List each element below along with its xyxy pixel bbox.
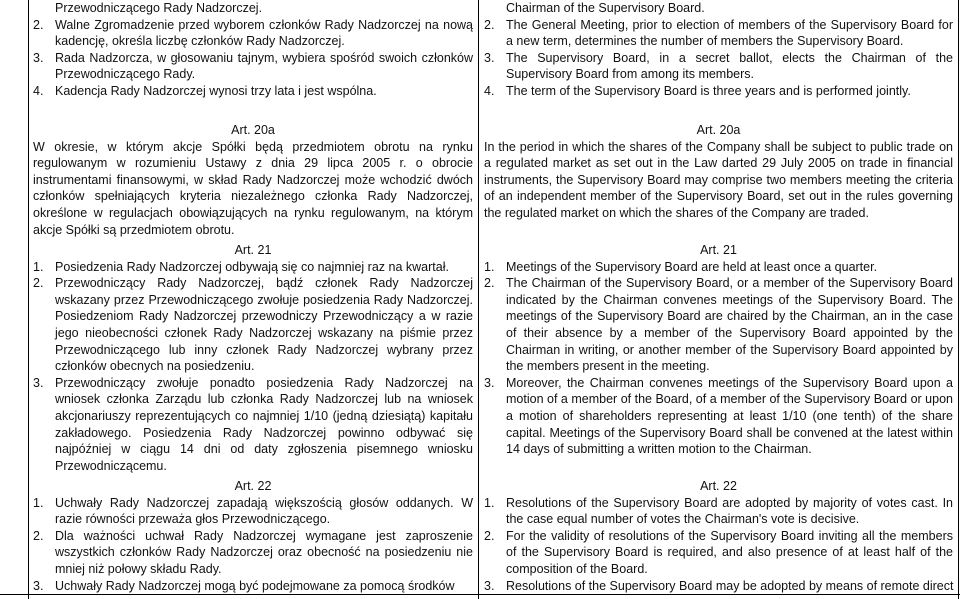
article-title: Art. 21 bbox=[234, 243, 272, 257]
list-item: 1. Meetings of the Supervisory Board are held at least once a quarter. bbox=[484, 259, 878, 274]
left-art20a bbox=[29, 122, 476, 238]
article-title: Art. 21 bbox=[700, 243, 737, 257]
list-item: 3. Rada Nadzorcza, w głosowaniu tajnym, wybiera spośród swoich członków Przewodniczącego Rady. bbox=[33, 50, 473, 82]
article-title: Art. 20a bbox=[696, 123, 741, 137]
right-art21 bbox=[480, 242, 956, 458]
left-art22 bbox=[29, 478, 476, 594]
left-column-top bbox=[29, 0, 476, 100]
list-item: 2. Przewodniczący Rady Nadzorczej, bądź członek Rady Nadzorczej wskazany przez Przewodniczącego zwołuje posiedzenia Rady Nadzorczej. Posiedzeniom Rady Nadzorczej przewodniczy Przewodniczący a w razie jego nieobecności członek Rady Nadzorczej wskazany na piśmie przez Przewodniczącego lub inny członek Rady Nadzorczej wybrany przez członków obecnych na posiedzeniu. bbox=[33, 276, 473, 374]
right-cont-tail: Chairman of the Supervisory Board. bbox=[506, 1, 705, 15]
right-art20a bbox=[480, 122, 956, 222]
right-art22 bbox=[480, 478, 956, 594]
list-item: 1. Uchwały Rady Nadzorczej zapadają większością głosów oddanych. W razie równości przeważa głos Przewodniczącego. bbox=[33, 495, 473, 527]
list-item: 2. For the validity of resolutions of the Supervisory Board inviting all the members of the Supervisory Board is required, and also presence of at least half of the composition of the Board. bbox=[484, 528, 953, 576]
article-title: Art. 22 bbox=[234, 479, 272, 493]
left-cont-tail: Przewodniczącego Rady Nadzorczej. bbox=[55, 1, 263, 15]
list-item: 1. Resolutions of the Supervisory Board are adopted by majority of votes cast. In the case equal number of votes the Chairman's vote is decisive. bbox=[484, 495, 953, 527]
list-item: 3. Moreover, the Chairman convenes meetings of the Supervisory Board upon a motion of a member of the Board, of a member of the Supervisory Board or upon a motion of shareholders representing at least 1/10 (one tenth) of the share capital. Meetings of the Supervisory Board shall be convened at the latest within 14 days of submitting a written motion to the Chairman. bbox=[484, 375, 953, 457]
article-text: In the period in which the shares of the Company shall be subject to public trade on a regulated market as set out in the Law darted 29 July 2005 on trade in financial instruments, the Supervisory Board may comprise two members meeting the criteria of an independent member of the Supervisory Board, set out in the rules governing the regulated market on which the shares of the Company are traded. bbox=[484, 139, 953, 220]
list-item: 3. Uchwały Rady Nadzorczej mogą być podejmowane za pomocą środków bbox=[33, 578, 455, 593]
list-item: 3. The Supervisory Board, in a secret ballot, elects the Chairman of the Supervisory Board from among its members. bbox=[484, 50, 953, 82]
right-column-top bbox=[480, 0, 956, 100]
left-art21 bbox=[29, 242, 476, 474]
list-item: 1. Posiedzenia Rady Nadzorczej odbywają się co najmniej raz na kwartał. bbox=[33, 259, 449, 274]
list-item: 3. Przewodniczący zwołuje ponadto posiedzenia Rady Nadzorczej na wniosek członka Zarządu lub członka Rady Nadzorczej lub na wniosek akcjonariuszy reprezentujących co najmniej 1/10 (jedną dziesiątą) kapitału zakładowego. Posiedzenia Rady Nadzorczej powinno odbywać się najpóźniej w ciągu 14 dni od daty zgłoszenia pisemnego wniosku Przewodniczącemu. bbox=[33, 375, 473, 473]
list-item: 4. The term of the Supervisory Board is three years and is performed jointly. bbox=[484, 83, 911, 98]
list-item: 2. The Chairman of the Supervisory Board, or a member of the Supervisory Board indicated by the Chairman convenes meetings of the Supervisory Board. The meetings of the Supervisory Board are chaired by the Chairman, an in the case of their absence by a member of the Supervisory Board appointed by the Chairman in writing, or another member of the Supervisory Board appointed by the members present in the meeting. bbox=[484, 276, 953, 374]
table-border-right bbox=[958, 0, 959, 599]
article-text: W okresie, w którym akcje Spółki będą przedmiotem obrotu na rynku regulowanym w rozumieniu Ustawy z dnia 29 lipca 2005 r. o obrocie instrumentami finansowymi, w skład Rady Nadzorczej może wchodzić dwóch członków spełniających kryteria niezależnego członka Rady Nadzorczej, określone w regulacjach obowiązujących na rynku regulowanym, na którym akcje Spółki są przedmiotem obrotu. bbox=[33, 139, 473, 237]
article-title: Art. 20a bbox=[231, 123, 275, 137]
list-item: 4. Kadencja Rady Nadzorczej wynosi trzy lata i jest wspólna. bbox=[33, 83, 377, 98]
article-title: Art. 22 bbox=[700, 479, 737, 493]
list-item: 2. The General Meeting, prior to election of members of the Supervisory Board for a new term, determines the number of members the Supervisory Board. bbox=[484, 17, 953, 49]
list-item: 3. Resolutions of the Supervisory Board may be adopted by means of remote direct bbox=[484, 578, 954, 593]
list-item: 2. Walne Zgromadzenie przed wyborem członków Rady Nadzorczej na nową kadencję, określa liczbę członków Rady Nadzorczej. bbox=[33, 17, 473, 49]
table-border-middle bbox=[478, 0, 479, 599]
list-item: 2. Dla ważności uchwał Rady Nadzorczej wymagane jest zaproszenie wszystkich członków Rady Nadzorczej oraz obecność na posiedzeniu nie mniej niż połowy składu Rady. bbox=[33, 528, 473, 576]
